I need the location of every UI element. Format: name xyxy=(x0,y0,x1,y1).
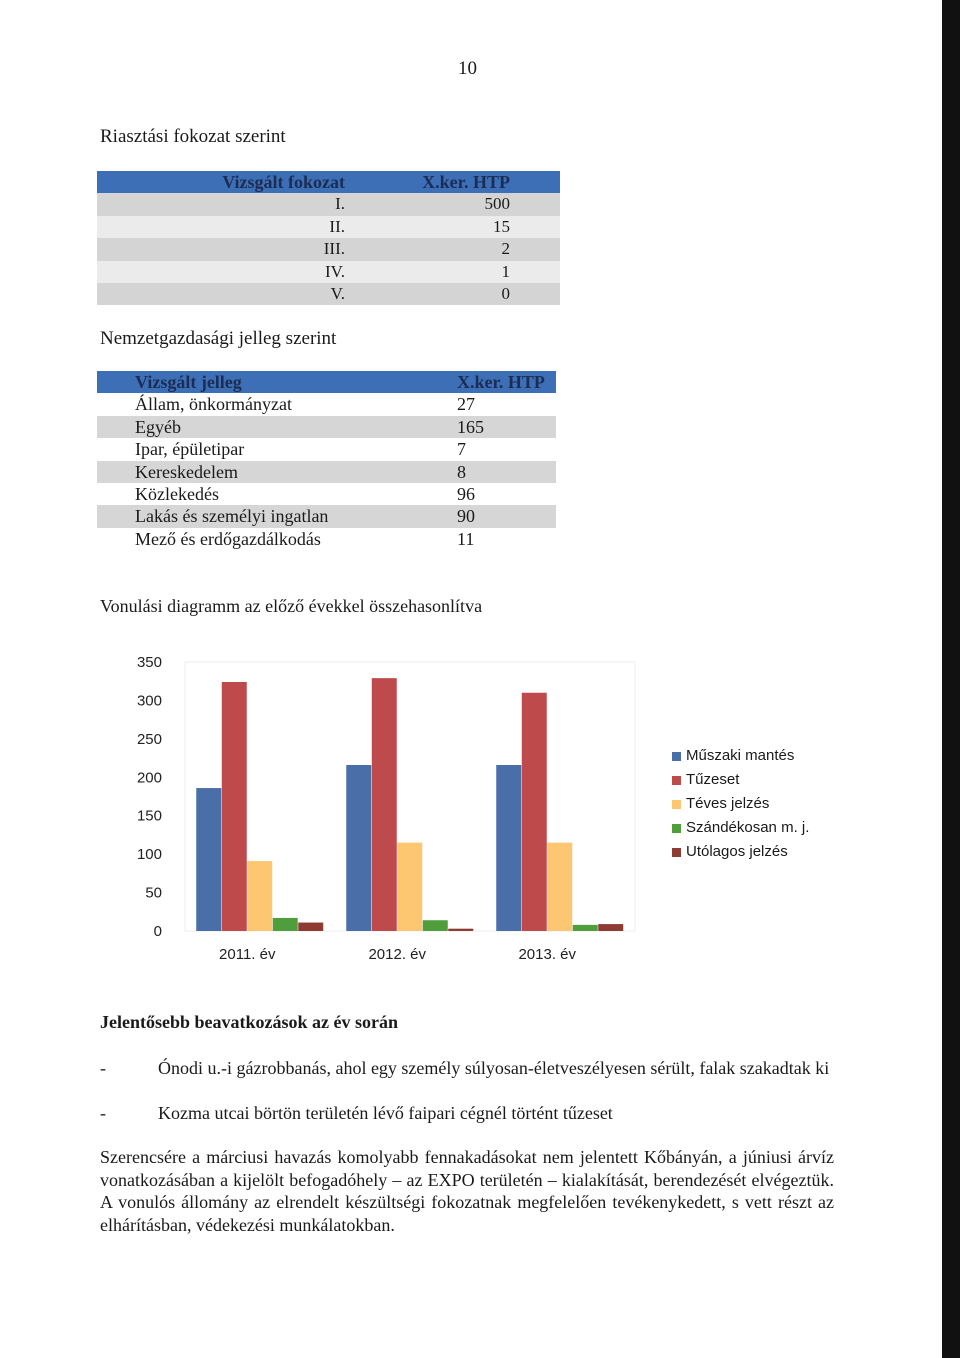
sector-cell: Egyéb xyxy=(97,416,435,438)
count-cell: 96 xyxy=(435,483,556,505)
header-level: Vizsgált fokozat xyxy=(97,171,357,193)
level-cell: II. xyxy=(97,216,357,238)
y-tick-label: 0 xyxy=(153,923,162,940)
count-cell: 500 xyxy=(357,193,560,215)
bar xyxy=(423,920,448,931)
sector-cell: Lakás és személyi ingatlan xyxy=(97,505,435,527)
legend-item xyxy=(672,840,809,864)
interventions-title: Jelentősebb beavatkozások az év során xyxy=(100,1012,398,1032)
count-cell: 1 xyxy=(357,261,560,283)
bullet-dash: - xyxy=(100,1058,106,1078)
table-row xyxy=(97,505,556,527)
summary-paragraph: Szerencsére a márciusi havazás komolyabb fennakadásokat nem jelentett Kőbányán, a júniusi árvíz vonatkozásában a kijelölt befogadóhely – az EXPO területén – kialakítását, berendezését elvégeztük. A vonulós állomány az elrendelt készültségi fokozatnak megfelelően tevékenykedett, s vett részt az elhárításban, védekezési munkálatokban. xyxy=(100,1147,834,1235)
count-cell: 27 xyxy=(435,393,556,415)
level-cell: IV. xyxy=(97,261,357,283)
bar xyxy=(247,861,272,931)
sector-cell: Közlekedés xyxy=(97,483,435,505)
x-tick-label: 2012. év xyxy=(368,946,427,963)
table-row xyxy=(97,261,560,283)
count-cell: 165 xyxy=(435,416,556,438)
legend-label: Szándékosan m. j. xyxy=(686,819,810,836)
y-tick-label: 250 xyxy=(136,730,162,748)
table-row xyxy=(97,461,556,483)
legend-label: Műszaki mantés xyxy=(686,747,795,764)
legend-swatch xyxy=(672,752,681,761)
header-count: X.ker. HTP xyxy=(435,371,556,393)
count-cell: 8 xyxy=(435,461,556,483)
y-tick-label: 50 xyxy=(145,884,162,902)
x-tick-label: 2013. év xyxy=(518,946,577,963)
count-cell: 11 xyxy=(435,528,556,550)
bullet-dash: - xyxy=(100,1103,106,1123)
table-header-row xyxy=(97,371,556,393)
y-tick-label: 100 xyxy=(136,846,162,864)
y-tick-label: 350 xyxy=(136,654,162,671)
table-row xyxy=(97,416,556,438)
bar xyxy=(222,682,247,931)
bar xyxy=(448,929,473,931)
table-row xyxy=(97,193,560,215)
legend-swatch xyxy=(672,776,681,785)
table-row xyxy=(97,238,560,260)
bar xyxy=(273,918,298,931)
count-cell: 90 xyxy=(435,505,556,527)
bar xyxy=(573,925,598,931)
table-row xyxy=(97,393,556,415)
bar xyxy=(496,765,521,931)
table-header-row xyxy=(97,171,560,193)
bullet-text: Kozma utcai börtön területén lévő faipari cégnél történt tűzeset xyxy=(158,1103,613,1123)
header-sector: Vizsgált jelleg xyxy=(97,371,435,393)
legend-item xyxy=(672,816,809,840)
legend-swatch xyxy=(672,800,681,809)
section2-heading: Nemzetgazdasági jelleg szerint xyxy=(100,328,337,349)
chart-legend xyxy=(672,744,809,864)
legend-swatch xyxy=(672,824,681,833)
legend-label: Utólagos jelzés xyxy=(686,843,788,860)
level-cell: III. xyxy=(97,238,357,260)
sector-cell: Kereskedelem xyxy=(97,461,435,483)
sector-cell: Mező és erdőgazdálkodás xyxy=(97,528,435,550)
legend-swatch xyxy=(672,848,681,857)
legend-item xyxy=(672,792,809,816)
y-tick-label: 300 xyxy=(136,692,162,710)
sector-cell: Ipar, épületipar xyxy=(97,438,435,460)
bar xyxy=(522,693,547,931)
legend-item xyxy=(672,744,809,768)
sector-cell: Állam, önkormányzat xyxy=(97,393,435,415)
table-row xyxy=(97,483,556,505)
bar xyxy=(598,924,623,931)
bullet-item xyxy=(100,1102,840,1124)
alarm-level-table xyxy=(97,171,560,305)
bar xyxy=(372,678,397,931)
x-tick-label: 2011. év xyxy=(219,946,276,963)
level-cell: V. xyxy=(97,283,357,305)
legend-label: Tűzeset xyxy=(686,771,740,788)
header-count: X.ker. HTP xyxy=(357,171,560,193)
table-row xyxy=(97,216,560,238)
bullet-item xyxy=(100,1057,840,1079)
count-cell: 0 xyxy=(357,283,560,305)
table-row xyxy=(97,438,556,460)
bullet-text: Ónodi u.-i gázrobbanás, ahol egy személy súlyosan-életveszélyesen sérült, falak szakadtak ki xyxy=(158,1058,830,1078)
page-number: 10 xyxy=(458,58,477,79)
bar xyxy=(547,843,572,931)
bar xyxy=(397,843,422,931)
scan-edge xyxy=(942,0,960,1358)
legend-item xyxy=(672,768,809,792)
table-row xyxy=(97,528,556,550)
chart-heading: Vonulási diagramm az előző évekkel összehasonlítva xyxy=(100,596,483,616)
bar xyxy=(298,923,323,931)
count-cell: 7 xyxy=(435,438,556,460)
y-tick-label: 200 xyxy=(136,769,162,787)
economic-sector-table xyxy=(97,371,556,550)
y-tick-label: 150 xyxy=(136,807,162,825)
count-cell: 2 xyxy=(357,238,560,260)
response-bar-chart xyxy=(130,650,650,970)
bar xyxy=(196,788,221,931)
section1-heading: Riasztási fokozat szerint xyxy=(100,126,286,147)
level-cell: I. xyxy=(97,193,357,215)
legend-label: Téves jelzés xyxy=(686,795,770,812)
bar xyxy=(346,765,371,931)
count-cell: 15 xyxy=(357,216,560,238)
table-row xyxy=(97,283,560,305)
